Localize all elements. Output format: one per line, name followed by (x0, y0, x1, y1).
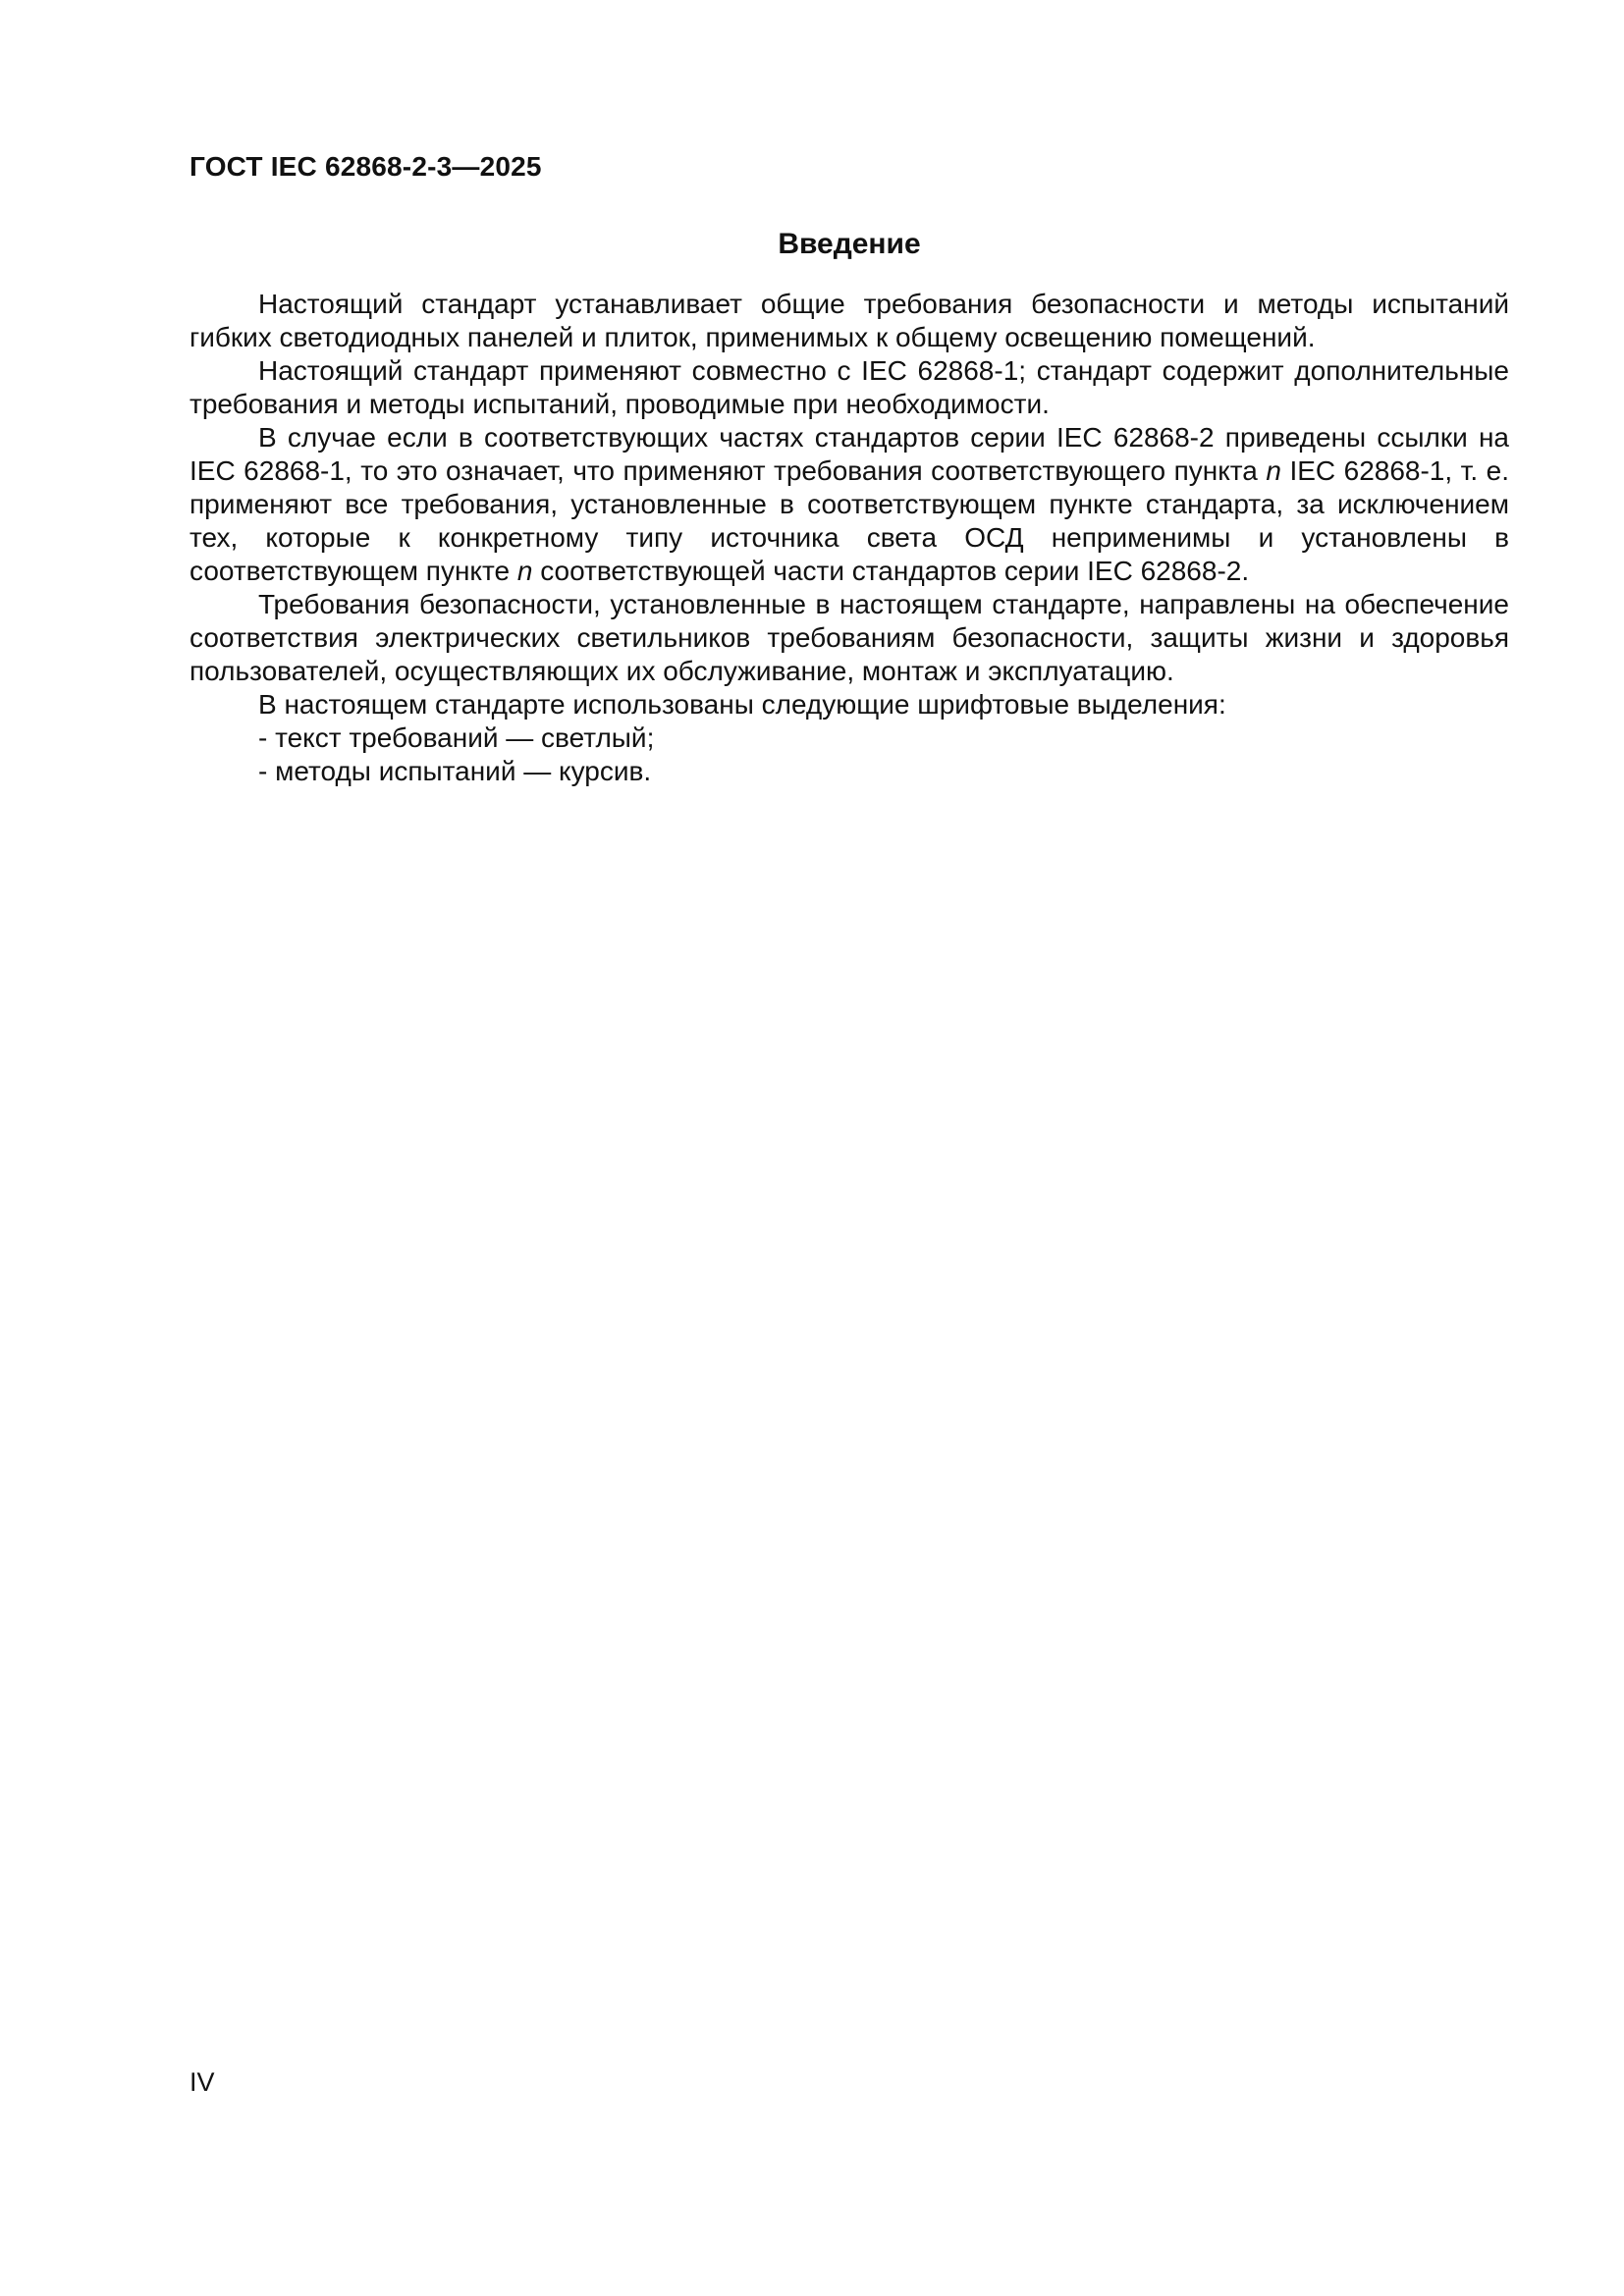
paragraph (189, 421, 1509, 588)
body-paragraphs (189, 288, 1509, 788)
text-segment: Настоящий стандарт устанавливает общие требования безопасности и методы испытаний гибких светодиодных панелей и плиток, применимых к общему освещению помещений. (189, 289, 1509, 352)
text-segment: В случае если в соответствующих частях стандартов серии IEC 62868-2 приведены ссылки на IEC 62868-1, то это означает, что применяют требования соответствующего пункта (189, 422, 1509, 486)
text-segment: - текст требований — светлый; (258, 722, 655, 753)
document-designation: ГОСТ IEC 62868-2-3—2025 (189, 151, 542, 182)
italic-text: n (1266, 455, 1281, 486)
text-segment: IEC 62868-1, т. е. применяют все требования, установленные в соответствующем пункте стандарта, за исключением тех, которые к конкретному типу источника света ОСД неприменимы и установлены в соответствующем пункте (189, 455, 1509, 586)
text-segment: - методы испытаний — курсив. (258, 756, 652, 786)
italic-text: n (516, 556, 533, 586)
paragraph (189, 688, 1509, 721)
paragraph (189, 288, 1509, 354)
content-column (189, 152, 1509, 788)
text-segment: Требования безопасности, установленные в настоящем стандарте, направлены на обеспечение соответствия электрических светильников требованиям безопасности, защиты жизни и здоровья пользователей, осуществляющих их обслуживание, монтаж и эксплуатацию. (189, 589, 1509, 686)
paragraph (189, 354, 1509, 421)
paragraph (189, 721, 1509, 755)
text-segment: соответствующей части стандартов серии IEC 62868-2. (532, 556, 1250, 586)
text-segment: Настоящий стандарт применяют совместно с IEC 62868-1; стандарт содержит дополнительные требования и методы испытаний, проводимые при необходимости. (189, 355, 1509, 419)
page-title: Введение (778, 228, 921, 260)
paragraph (189, 755, 1509, 788)
page-number: IV (189, 2067, 215, 2097)
paragraph (189, 588, 1509, 688)
text-segment: В настоящем стандарте использованы следующие шрифтовые выделения: (258, 689, 1226, 720)
